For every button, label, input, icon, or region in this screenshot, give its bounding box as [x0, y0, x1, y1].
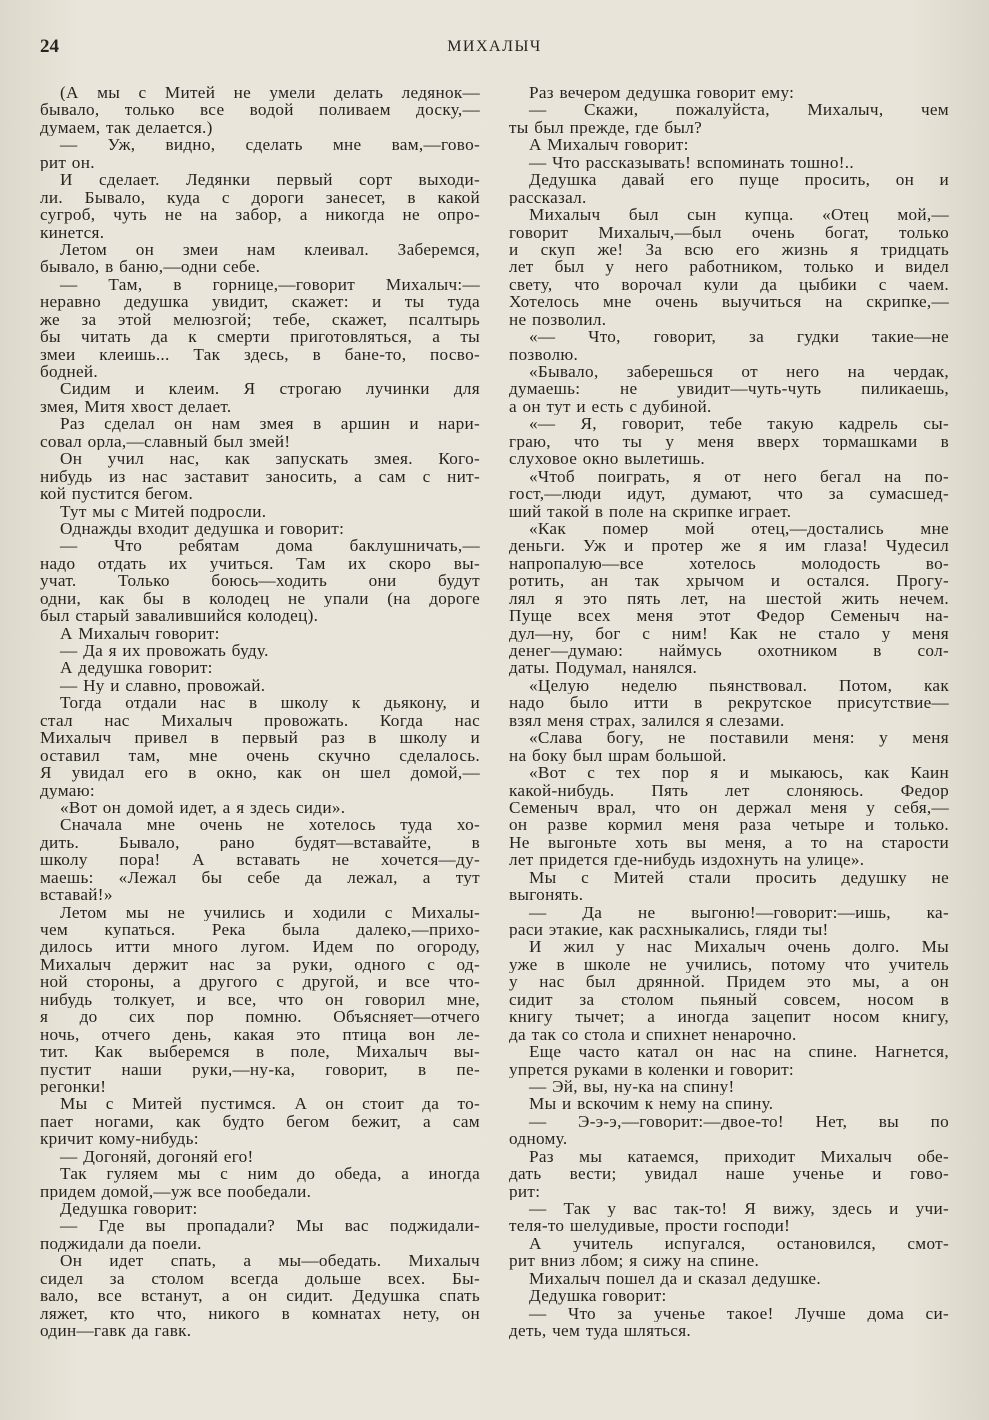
text-line: «Бывало, заберешься от него на чердак,	[529, 363, 949, 381]
text-line: «— Что, говорит, за гудки такие—не	[529, 328, 949, 346]
text-line: Мы с Митей пустимся. А он стоит да то-	[60, 1095, 480, 1113]
text-line: ночь, отчего день, какая это птица вон ле-	[40, 1025, 480, 1044]
text-line: Я увидал его в окно, как он шел домой,—	[40, 764, 480, 782]
text-line: — Где вы пропадали? Мы вас поджидали-	[60, 1217, 480, 1235]
text-line: — Уж, видно, сделать мне вам,—гово-	[60, 136, 480, 154]
text-line: А Михалыч говорит:	[529, 136, 689, 154]
text-line: тит. Как выберемся в поле, Михалыч вы-	[40, 1043, 480, 1061]
text-line: позволю.	[509, 345, 579, 363]
text-line: «— Я, говорит, тебе такую кадрель сы-	[529, 415, 949, 433]
paragraph	[40, 625, 480, 642]
text-line: Летом мы не учились и ходили с Михалы-	[60, 903, 480, 921]
text-line: Хотелось мне очень выучиться на скрипке,—	[509, 293, 949, 311]
paragraph	[509, 520, 949, 677]
text-line: — Скажи, пожалуйста, Михалыч, чем	[529, 101, 949, 119]
paragraph	[509, 764, 949, 869]
paragraph	[40, 450, 480, 502]
text-line: Летом он змеи нам клеивал. Заберемся,	[60, 240, 480, 259]
text-line: Дедушка говорит:	[529, 1287, 667, 1305]
paragraph	[40, 816, 480, 903]
text-line: — Там, в горнице,—говорит Михалыч:—	[60, 275, 480, 294]
paragraph	[40, 520, 480, 537]
text-line: нибудь толкует, и все, что он говорил мне,	[40, 990, 480, 1009]
paragraph	[40, 276, 480, 381]
paragraph	[40, 1200, 480, 1217]
paragraph	[40, 677, 480, 694]
paragraph	[509, 101, 949, 136]
text-line: рассказал.	[509, 188, 587, 207]
paragraph	[509, 1200, 949, 1235]
paragraph	[40, 380, 480, 415]
text-line: совал орла,—славный был змей!	[40, 432, 291, 451]
text-line: деньги. Уж и протер же я им глаза! Чудесил	[509, 537, 949, 555]
text-column-right	[509, 84, 949, 1340]
paragraph	[509, 729, 949, 764]
paragraph	[509, 1078, 949, 1095]
paragraph	[40, 659, 480, 676]
text-line: Сначала мне очень не хотелось туда хо-	[60, 816, 480, 834]
paragraph	[509, 1043, 949, 1078]
text-line: лял я это пять лет, на шестой жить нечем.	[509, 589, 949, 608]
text-line: — Догоняй, догоняй его!	[60, 1147, 254, 1166]
paragraph	[509, 677, 949, 729]
text-line: да так со стола и спихнет ненарочно.	[509, 1025, 797, 1044]
text-line: Не выгоньте хоть вы меня, а то на старости	[509, 833, 949, 852]
paragraph	[509, 154, 949, 171]
paragraph	[40, 171, 480, 241]
text-line: думаем, так делается.)	[40, 118, 213, 137]
text-line: пает ногами, как будто бегом бежит, а сам	[40, 1112, 480, 1131]
paragraph	[40, 503, 480, 520]
text-line: Тогда отдали нас в школу к дьякону, и	[60, 694, 480, 712]
text-line: (А мы с Митей не умели делать ледянок—	[60, 84, 480, 102]
text-line: граю, что ты у меня вверх тормашками в	[509, 432, 949, 451]
text-line: Михалыч держит нас за руки, одного с од-	[40, 955, 480, 974]
paragraph	[40, 642, 480, 659]
paragraph	[509, 1270, 949, 1287]
paragraph	[40, 84, 480, 136]
text-line: И сделает. Ледянки первый сорт выходи-	[60, 171, 480, 189]
paragraph	[509, 363, 949, 415]
text-line: — Ну и славно, провожай.	[60, 676, 266, 695]
text-line: Михалыч пошел да и сказал дедушке.	[529, 1269, 821, 1288]
paragraph	[509, 904, 949, 939]
text-line: Михалыч привел в первый раз в школу и	[40, 729, 480, 747]
text-line: кинется.	[40, 223, 105, 241]
paragraph	[509, 1287, 949, 1304]
text-line: ты был прежде, где был?	[509, 118, 703, 137]
paragraph	[40, 1148, 480, 1165]
text-line: — Что рассказывать! вспоминать тошно!..	[529, 153, 854, 172]
text-line: был старый завалившийся колодец).	[40, 607, 319, 625]
text-line: упрется руками в коленки и говорит:	[509, 1060, 795, 1078]
text-line: Еще часто катал он нас на спине. Нагнется,	[529, 1043, 949, 1061]
text-line: выгонять.	[509, 886, 584, 904]
text-line: слуховое окно вылетишь.	[509, 450, 705, 468]
text-line: рит:	[509, 1182, 541, 1200]
text-line: лет придется где-нибудь издохнуть на улице».	[509, 851, 865, 869]
text-line: уже в школе не учились, потому что учитель	[509, 955, 949, 974]
text-line: на боку был шрам большой.	[509, 746, 727, 765]
text-line: раси этакие, как расхныкались, гляди ты!	[509, 921, 829, 939]
text-line: вало, все встанут, а он сидит. Дедушка спать	[40, 1287, 480, 1305]
text-line: один—гавк да гавк.	[40, 1322, 192, 1340]
text-line: какой-нибудь. Пять лет слоняюсь. Федор	[509, 781, 949, 799]
text-line: придем домой,—уж все пообедали.	[40, 1182, 312, 1200]
text-line: чем купаться. Река была далеко,—прихо-	[40, 921, 480, 939]
paragraph	[40, 136, 480, 171]
text-line: бодней.	[40, 363, 99, 381]
text-line: бывало, только все водой поливаем доску,—	[40, 101, 480, 119]
paragraph	[40, 904, 480, 1096]
text-line: гост,—люди идут, думают, что за сумасшед-	[509, 485, 949, 503]
text-line: а он тут и есть с дубиной.	[509, 397, 712, 416]
text-line: «Вот с тех пор я и мыкаюсь, как Каин	[529, 764, 949, 782]
text-line: дать вести; увидал наше ученье и гово-	[509, 1165, 949, 1183]
text-line: рит вниз лбом; я сижу на спине.	[509, 1252, 760, 1270]
text-line: «Вот он домой идет, а я здесь сиди».	[60, 798, 346, 817]
text-line: поджидали да поели.	[40, 1234, 202, 1253]
text-line: напропалую—все хотелось молодость во-	[509, 554, 949, 573]
text-line: змеи клеишь... Так здесь, в бане-то, посво-	[40, 345, 480, 363]
text-line: маешь: «Лежал бы себе да лежал, а тут	[40, 868, 480, 887]
text-line: «Как помер мой отец,—достались мне	[529, 519, 949, 538]
text-line: же за этой мелюзгой; тебе, скажет, псалтырь	[40, 310, 480, 329]
text-line: думаю:	[40, 781, 95, 799]
text-line: Он идет спать, а мы—обедать. Михалыч	[60, 1252, 480, 1270]
paragraph	[40, 1095, 480, 1147]
text-line: свету, что ворочал кули да цыбики с чаем.	[509, 275, 949, 294]
text-line: одному.	[509, 1130, 568, 1148]
text-line: Семеныч врал, что он держал меня у себя,—	[509, 798, 949, 817]
text-line: не позволил.	[509, 310, 607, 329]
page-number: 24	[40, 36, 59, 57]
text-line: А Михалыч говорит:	[60, 624, 220, 642]
text-line: нибудь из нас заставит заносить, а сам с нит-	[40, 467, 480, 486]
paragraph	[509, 328, 949, 363]
text-column-left	[40, 84, 480, 1340]
text-line: Мы и вскочим к нему на спину.	[529, 1095, 774, 1113]
paragraph	[509, 136, 949, 153]
text-line: взял меня страх, залился я слезами.	[509, 711, 785, 730]
paragraph	[40, 694, 480, 799]
text-line: ший такой в поле на скрипке играет.	[509, 502, 792, 520]
text-line: теля-то шелудивые, прости господи!	[509, 1217, 791, 1235]
text-line: — Что за ученье такое! Лучше дома си-	[529, 1304, 949, 1323]
text-line: бывало, в баню,—одни себе.	[40, 258, 261, 276]
text-line: пустит наши руки,—ну-ка, говорит, в пе-	[40, 1060, 480, 1078]
paragraph	[40, 1252, 480, 1339]
text-line: Михалыч был сын купца. «Отец мой,—	[529, 206, 949, 224]
text-line: сидит за столом пьяный совсем, носом в	[509, 990, 949, 1009]
text-line: — Что ребятам дома баклушничать,—	[60, 537, 480, 555]
text-line: Так гуляем мы с ним до обеда, а иногда	[60, 1165, 480, 1183]
text-line: думаешь: не увидит—чуть-чуть пиликаешь,	[509, 380, 949, 398]
text-line: надо было итти в рекрутское присутствие—	[509, 694, 949, 712]
paragraph	[509, 1235, 949, 1270]
text-line: дул—ну, бог с ним! Как не стало у меня	[509, 624, 949, 642]
text-line: ротить, ан так хрычом и остался. Прогу-	[509, 572, 949, 590]
text-line: надо отдать их учиться. Там их скоро вы-	[40, 554, 480, 573]
text-line: Дедушка давай его пуще просить, он и	[529, 171, 949, 189]
text-line: И жил у нас Михалыч очень долго. Мы	[529, 938, 949, 956]
text-line: деть, чем туда шляться.	[509, 1322, 692, 1340]
text-line: сидел за столом всегда дольше всех. Бы-	[40, 1269, 480, 1288]
text-line: Однажды входит дедушка и говорит:	[60, 519, 345, 538]
paragraph	[509, 206, 949, 328]
text-line: стал нас Михалыч провожать. Когда нас	[40, 711, 480, 730]
text-line: Мы с Митей стали просить дедушку не	[529, 868, 949, 887]
text-line: Сидим и клеим. Я строгаю лучинки для	[60, 380, 480, 398]
paragraph	[509, 84, 949, 101]
text-line: Пуще всех меня этот Федор Семеныч на-	[509, 607, 949, 625]
paragraph	[509, 1095, 949, 1112]
paragraph	[40, 799, 480, 816]
paragraph	[509, 1148, 949, 1200]
text-line: А дедушка говорит:	[60, 659, 213, 677]
text-line: Раз мы катаемся, приходит Михалыч обе-	[529, 1147, 949, 1166]
paragraph	[40, 1165, 480, 1200]
paragraph	[40, 415, 480, 450]
text-line: даты. Подумал, нанялся.	[509, 659, 698, 677]
text-line: сугроб, чуть не на забор, а никогда не опро-	[40, 206, 480, 224]
text-line: кой пустится бегом.	[40, 485, 194, 503]
text-line: дилось итти много лугом. Идем по огороду,	[40, 938, 480, 956]
text-line: Дедушка говорит:	[60, 1200, 198, 1218]
paragraph	[40, 241, 480, 276]
text-line: Он учил нас, как запускать змея. Кого-	[60, 450, 480, 468]
text-line: — Да не выгоню!—говорит:—ишь, ка-	[529, 903, 949, 921]
text-line: денег—думаю: наймусь охотником в сол-	[509, 642, 949, 660]
text-line: и скуп же! За всю его жизнь я тридцать	[509, 240, 949, 259]
text-line: — Да я их провожать буду.	[60, 642, 269, 660]
text-line: у нас был дрянной. Придем это мы, а он	[509, 973, 949, 991]
paragraph	[509, 415, 949, 467]
paragraph	[509, 1113, 949, 1148]
text-line: неравно дедушка увидит, скажет: и ты туда	[40, 293, 480, 311]
paragraph	[509, 938, 949, 1043]
text-line: ляжет, кто что, никого в комнатах нету, он	[40, 1304, 480, 1323]
text-line: кричит кому-нибудь:	[40, 1130, 199, 1148]
paragraph	[40, 1217, 480, 1252]
text-line: школу пора! А вставать не хочется—ду-	[40, 851, 480, 869]
text-line: лет был у него работником, только и видел	[509, 258, 949, 276]
paragraph	[509, 869, 949, 904]
running-title: МИХАЛЫЧ	[447, 38, 542, 55]
text-line: бы читать да к смерти приготовляться, а ты	[40, 328, 480, 346]
text-line: А учитель испугался, остановился, смот-	[529, 1234, 949, 1253]
paragraph	[40, 537, 480, 624]
text-line: ной стороны, а другого с другой, и все что-	[40, 973, 480, 991]
text-line: дить. Бывало, рано будят—вставайте, в	[40, 833, 480, 852]
text-line: регонки!	[40, 1077, 107, 1096]
text-line: — Так у вас так-то! Я вижу, здесь и учи-	[529, 1200, 949, 1218]
text-line: — Эй, вы, ну-ка на спину!	[529, 1077, 735, 1096]
text-line: «Чтоб поиграть, я от него бегал на по-	[529, 467, 949, 486]
text-line: книгу тычет; а иногда зацепит носом книгу,	[509, 1008, 949, 1026]
text-line: Раз сделал он нам змея в аршин и нари-	[60, 415, 480, 433]
text-line: ли. Бывало, куда с дороги занесет, в какой	[40, 188, 480, 207]
text-line: рит он.	[40, 153, 95, 172]
text-line: оставил там, мне очень скучно сделалось.	[40, 746, 480, 765]
text-line: он разве кормил меня раза четыре и только.	[509, 816, 949, 834]
text-line: учат. Только боюсь—ходить они будут	[40, 572, 480, 590]
text-line: Тут мы с Митей подросли.	[60, 502, 267, 520]
text-line: «Целую неделю пьянствовал. Потом, как	[529, 676, 949, 695]
text-line: говорит Михалыч,—был очень богат, только	[509, 223, 949, 241]
text-line: Раз вечером дедушка говорит ему:	[529, 84, 795, 102]
text-line: «Слава богу, не поставили меня: у меня	[529, 729, 949, 747]
paragraph	[509, 468, 949, 520]
paragraph	[509, 171, 949, 206]
text-line: я до сих пор помню. Объясняет—отчего	[40, 1008, 480, 1026]
text-line: вставай!»	[40, 886, 113, 904]
paragraph	[509, 1305, 949, 1340]
text-line: — Э-э-э,—говорит:—двое-то! Нет, вы по	[529, 1112, 949, 1131]
text-line: змея, Митя хвост делает.	[40, 397, 232, 416]
text-line: одни, как бы в колодец не упали (на дороге	[40, 589, 480, 608]
